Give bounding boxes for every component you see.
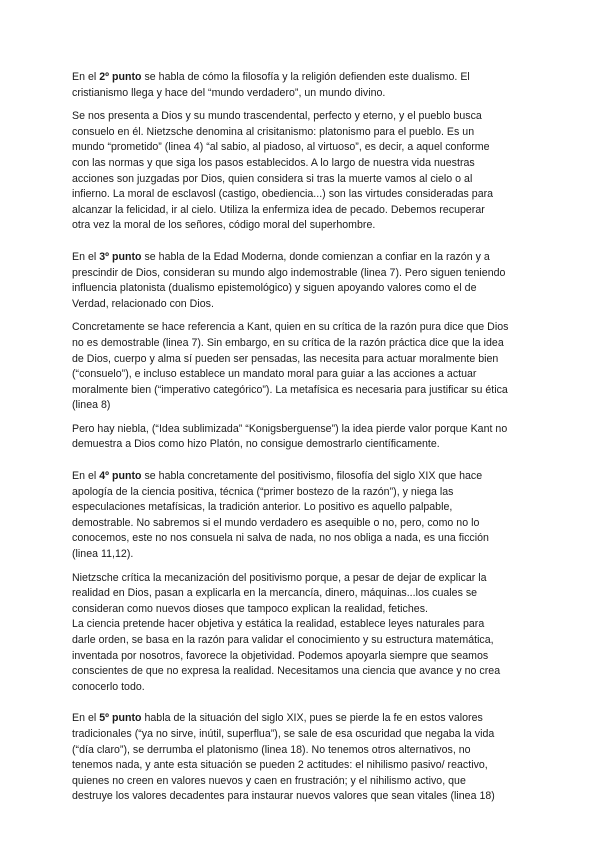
paragraph [72,711,540,805]
text-run: influencia platonista (dualismo epistemológico) y siguen apoyando valores como el de [72,282,477,295]
text-line [72,109,540,125]
text-run: inventada por nosotros, favorece la objetividad. Podemos apoyarla siempre que seamos [72,649,489,662]
text-run: Pero hay niebla, (“Idea sublimizada” “Konigsberguense”) la idea pierde valor porque Kant no [72,422,508,435]
bold-text: 5º punto [99,712,142,725]
text-line [72,727,540,743]
text-line [72,774,540,790]
text-run: (“día claro”), se derrumba el platonismo (linea 18). No tenemos otros alternativos, no [72,743,471,756]
text-line [72,70,540,86]
text-line [72,250,540,266]
text-line [72,203,540,219]
text-line [72,789,540,805]
text-run: apología de la ciencia positiva, técnica (“primer bostezo de la razón”), y niega las [72,485,454,498]
text-line [72,500,540,516]
text-run: En el [72,712,100,725]
text-run: conocerlo todo. [72,680,145,693]
text-line [72,469,540,485]
text-line [72,633,540,649]
text-line [72,680,540,696]
text-run: prescindir de Dios, consideran su mundo algo indemostrable (linea 7). Pero siguen teniendo [72,266,506,279]
text-run: tradicionales (“ya no sirve, inútil, superflua”), se sale de esa oscuridad que negaba la vida [72,727,495,740]
text-run: (linea 11,12). [72,548,134,561]
text-run: habla de la situación del siglo XIX, pues se pierde la fe en estos valores [141,712,483,725]
text-run: En el [72,71,100,83]
text-run: quienes no creen en valores nuevos y caen en frustración; y el nihilismo activo, que [72,774,466,787]
text-line [72,422,540,438]
paragraph [72,469,540,563]
text-run: Nietzsche crítica la mecanización del positivismo porque, a pesar de dejar de explicar la [72,571,487,584]
text-line [72,383,540,399]
paragraph [72,70,540,101]
text-line [72,218,540,234]
text-line [72,437,540,453]
text-line [72,281,540,297]
text-run: (linea 8) [72,399,111,412]
section-3 [72,469,540,695]
text-line [72,367,540,383]
text-line [72,711,540,727]
text-line [72,172,540,188]
text-run: se habla concretamente del positivismo, filosofía del siglo XIX que hace [141,470,483,483]
text-run: En el [72,250,100,263]
text-line [72,320,540,336]
text-line [72,336,540,352]
text-run: demostrable. No sabremos si el mundo verdadero es asequible o no, pero, como no lo [72,516,480,529]
text-run: conscientes de que no expresa la realidad. Necesitamos una ciencia que avance y no crea [72,665,501,678]
text-line [72,516,540,532]
text-run: mundo “prometido” (linea 4) “al sabio, al piadoso, al virtuoso”, es decir, a aquel conforme [72,141,490,154]
text-line [72,398,540,414]
bold-text: 3º punto [99,250,142,263]
text-run: destruye los valores decadentes para instaurar nuevos valores que sean vitales (linea 18) [72,790,495,803]
text-run: Verdad, relacionado con Dios. [72,297,214,310]
text-line [72,758,540,774]
text-line [72,664,540,680]
paragraph [72,422,540,453]
text-run: especulaciones metafísicas, la tradición anterior. Lo positivo es aquello palpable, [72,501,453,514]
text-run: realidad en Dios, pasan a explicarla en la mercancía, dinero, máquinas...los cuales se [72,587,478,600]
text-run: darle orden, se basa en la razón para validar el conocimiento y su estructura matemática, [72,634,494,646]
text-run: se habla de cómo la filosofía y la religión defienden este dualismo. El [141,71,470,83]
text-run: En el [72,470,100,483]
text-run: otra vez la moral de los señores, código moral del superhombre. [72,219,376,232]
text-run: con las normas y que siga los pasos establecidos. A lo largo de nuestra vida nuestras [72,156,475,169]
text-line [72,485,540,501]
text-run: Se nos presenta a Dios y su mundo trascendental, perfecto y eterno, y el pueblo busca [72,110,482,123]
text-line [72,602,540,618]
section-2 [72,250,540,453]
text-line [72,743,540,759]
text-run: infierno. La moral de esclavosl (castigo, obediencia...) son las virtudes consideradas para [72,188,494,201]
text-line [72,297,540,313]
text-run: Concretamente se hace referencia a Kant, quien en su crítica de la razón pura dice que Dios [72,321,509,334]
text-run: acciones son juzgadas por Dios, quien considera si tras la muerte vamos al cielo o al [72,172,473,185]
text-run: (“consuelo”), e incluso establece un mandato moral para guiar a las acciones a actuar [72,368,477,381]
text-line [72,86,540,102]
text-line [72,531,540,547]
section-4 [72,711,540,805]
text-run: se habla de la Edad Moderna, donde comienzan a confiar en la razón y a [141,250,490,263]
text-run: de Dios, cuerpo y alma sí pueden ser pensadas, las necesita para actuar moralmente bien [72,352,499,365]
text-run: conocemos, este no nos consuela ni salva de nada, no nos obliga a nada, es una ficción [72,532,489,545]
text-run: cristianismo llega y hace del “mundo verdadero”, un mundo divino. [72,86,386,99]
text-run: La ciencia pretende hacer objetiva y estática la realidad, establece leyes naturales para [72,618,485,631]
text-line [72,266,540,282]
paragraph [72,109,540,234]
section-1 [72,70,540,234]
text-line [72,571,540,587]
text-line [72,352,540,368]
text-line [72,649,540,665]
text-line [72,156,540,172]
text-run: tenemos nada, y ante esta situación se pueden 2 actitudes: el nihilismo pasivo/ reactivo, [72,759,488,772]
text-line [72,547,540,563]
paragraph [72,320,540,414]
paragraph [72,250,540,312]
text-run: moralmente bien (“imperativo categórico”). La metafísica es necesaria para justificar su ética [72,383,508,396]
text-run: no es demostrable (linea 7). Sin embargo, en su crítica de la razón práctica dice que la idea [72,336,504,349]
text-line [72,140,540,156]
text-run: demuestra a Dios como hizo Platón, no consigue demostrarlo científicamente. [72,438,440,451]
text-line [72,586,540,602]
text-run: alcanzar la felicidad, ir al cielo. Utiliza la enfermiza idea de pecado. Debemos recuperar [72,203,485,216]
paragraph [72,571,540,696]
bold-text: 2º punto [99,71,142,83]
bold-text: 4º punto [99,470,142,483]
text-run: consuelo en él. Nietzsche denomina al crisitanismo: platonismo para el pueblo. Es un [72,125,475,138]
text-line [72,125,540,141]
text-run: consideran como nuevos dioses que tampoco explican la realidad, fetiches. [72,602,428,615]
text-line [72,617,540,633]
text-line [72,187,540,203]
